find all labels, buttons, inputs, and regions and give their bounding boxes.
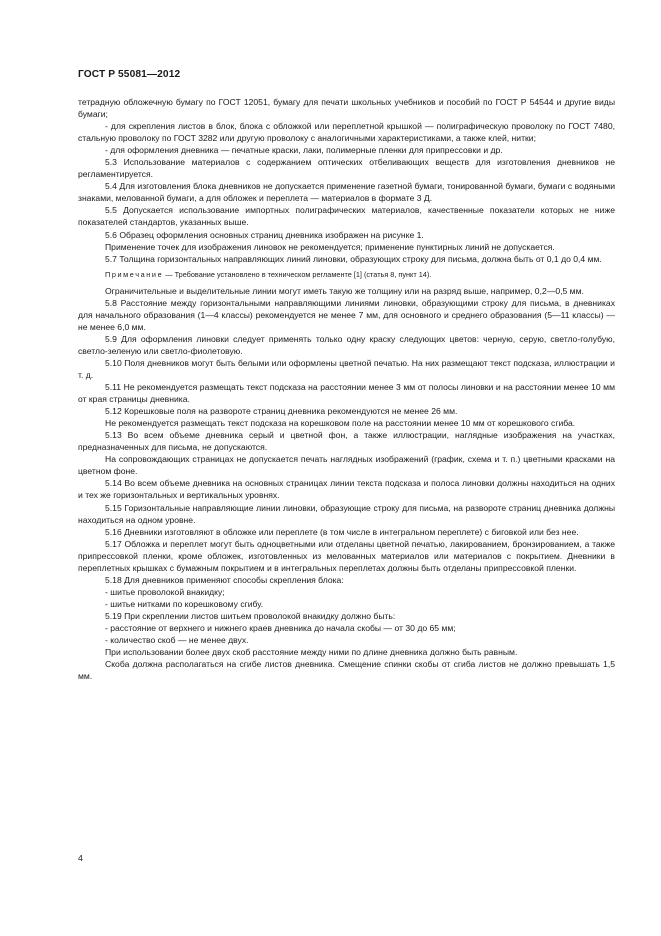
- paragraph: Применение точек для изображения линовок не рекомендуется; применение пунктирных линий не допускается.: [105, 241, 555, 252]
- paragraph-5-14: 5.14 Во всем объеме дневника на основных страницах линии текста подсказа и полоса линовки должны находиться на одних и тех же горизонтальных и вертикальных уровнях.: [78, 478, 615, 501]
- note-text: — Требование установлено в техническом регламенте [1] (статья 8, пункт 14).: [165, 269, 432, 279]
- list-item: - количество скоб — не менее двух.: [105, 635, 249, 646]
- paragraph-5-16: 5.16 Дневники изготовляют в обложке или переплете (в том числе в интегральном переплете) с биговкой или без нее.: [105, 526, 579, 537]
- paragraph-5-19: 5.19 При скреплении листов шитьем проволокой внакидку должно быть:: [105, 610, 396, 621]
- paragraph-5-6: 5.6 Образец оформления основных страниц дневника изображен на рисунке 1.: [105, 229, 424, 240]
- paragraph: Скоба должна располагаться на сгибе листов дневника. Смещение спинки скобы от сгиба листов не должно превышать 1,5 мм.: [78, 659, 615, 682]
- list-item: - шитье проволокой внакидку;: [105, 586, 225, 597]
- document-header: ГОСТ Р 55081—2012: [78, 69, 181, 80]
- paragraph: Не рекомендуется размещать текст подсказа на корешковом поле на расстоянии менее 10 мм от корешкового сгиба.: [105, 418, 576, 429]
- note: [78, 269, 615, 280]
- paragraph-5-5: 5.5 Допускается использование импортных полиграфических материалов, качественные показатели которых не ниже показателей стандартов, указанных выше.: [78, 205, 615, 228]
- paragraph-5-15: 5.15 Горизонтальные направляющие линии линовки, образующие строку для письма, на развороте страниц дневника должны находиться на одном уровне.: [78, 502, 615, 525]
- paragraph-5-4: 5.4 Для изготовления блока дневников не допускается применение газетной бумаги, тонированной бумаги, бумаги с водяными знаками, мелованной бумаги, а для обложек и переплета — материалов в формате 3 Д.: [78, 181, 615, 204]
- paragraph-5-18: 5.18 Для дневников применяют способы скрепления блока:: [105, 574, 344, 585]
- list-item: - расстояние от верхнего и нижнего краев дневника до начала скобы — от 30 до 65 мм;: [105, 622, 456, 633]
- note-label: Примечание: [105, 269, 164, 279]
- list-item: - шитье нитками по корешковому сгибу.: [105, 598, 264, 609]
- document-body: [78, 96, 615, 682]
- paragraph: Ограничительные и выделительные линии могут иметь такую же толщину или на разряд выше, например, 0,2—0,5 мм.: [105, 285, 584, 296]
- paragraph-5-17: 5.17 Обложка и переплет могут быть одноцветными или отделаны цветной печатью, лакированием, бронзированием, а также припрессовкой пленки, кроме обложек, изготовленных из мелованных материалов или материалов с покрытием. Дневники в переплетных крышках с бумажным покрытием и в интегральных переплетах должны быть отделаны припрессовкой пленки.: [78, 538, 615, 573]
- paragraph: - для оформления дневника — печатные краски, лаки, полимерные пленки для припрессовки и др.: [105, 145, 503, 156]
- paragraph: - для скрепления листов в блок, блока с обложкой или переплетной крышкой — полиграфическую проволоку по ГОСТ 7480, стальную проволоку по ГОСТ 3282 или другую проволоку с аналогичными характеристиками, а также клей, нитки;: [78, 121, 615, 144]
- paragraph-5-10: 5.10 Поля дневников могут быть белыми или оформлены цветной печатью. На них размещают текст подсказа, иллюстрации и т. д.: [78, 357, 615, 380]
- paragraph-5-12: 5.12 Корешковые поля на развороте страниц дневника рекомендуются не менее 26 мм.: [105, 406, 458, 417]
- paragraph-5-9: 5.9 Для оформления линовки следует применять только одну краску следующих цветов: черную, серую, светло-голубую, светло-зеленую или светло-фиолетовую.: [78, 333, 615, 356]
- paragraph-5-3: 5.3 Использование материалов с содержанием оптических отбеливающих веществ для изготовления дневников не регламентируется.: [78, 157, 615, 180]
- paragraph: тетрадную обложечную бумагу по ГОСТ 12051, бумагу для печати школьных учебников и пособий по ГОСТ Р 54544 и другие виды бумаги;: [78, 97, 615, 120]
- paragraph: На сопровождающих страницах не допускается печать наглядных изображений (график, схема и т. п.) цветными красками на цветном фоне.: [78, 454, 615, 477]
- paragraph-5-13: 5.13 Во всем объеме дневника серый и цветной фон, а также иллюстрации, наглядные изображения на участках, предназначенных для письма, не допускаются.: [78, 430, 615, 453]
- page-number: 4: [78, 853, 83, 863]
- paragraph: При использовании более двух скоб расстояние между ними по длине дневника должно быть равным.: [105, 647, 518, 658]
- paragraph-5-8: 5.8 Расстояние между горизонтальными направляющими линиями линовки, образующими строку для письма, в дневниках для начального образования (1—4 классы) рекомендуется не менее 7 мм, для основного и среднего образования (5—11 классы) — не менее 6,0 мм.: [78, 297, 615, 332]
- paragraph-5-11: 5.11 Не рекомендуется размещать текст подсказа на расстоянии менее 3 мм от полосы линовки и на расстоянии менее 10 мм от края страницы дневника.: [78, 382, 615, 405]
- paragraph-5-7: 5.7 Толщина горизонтальных направляющих линий линовки, образующих строку для письма, должна быть от 0,1 до 0,4 мм.: [105, 253, 602, 264]
